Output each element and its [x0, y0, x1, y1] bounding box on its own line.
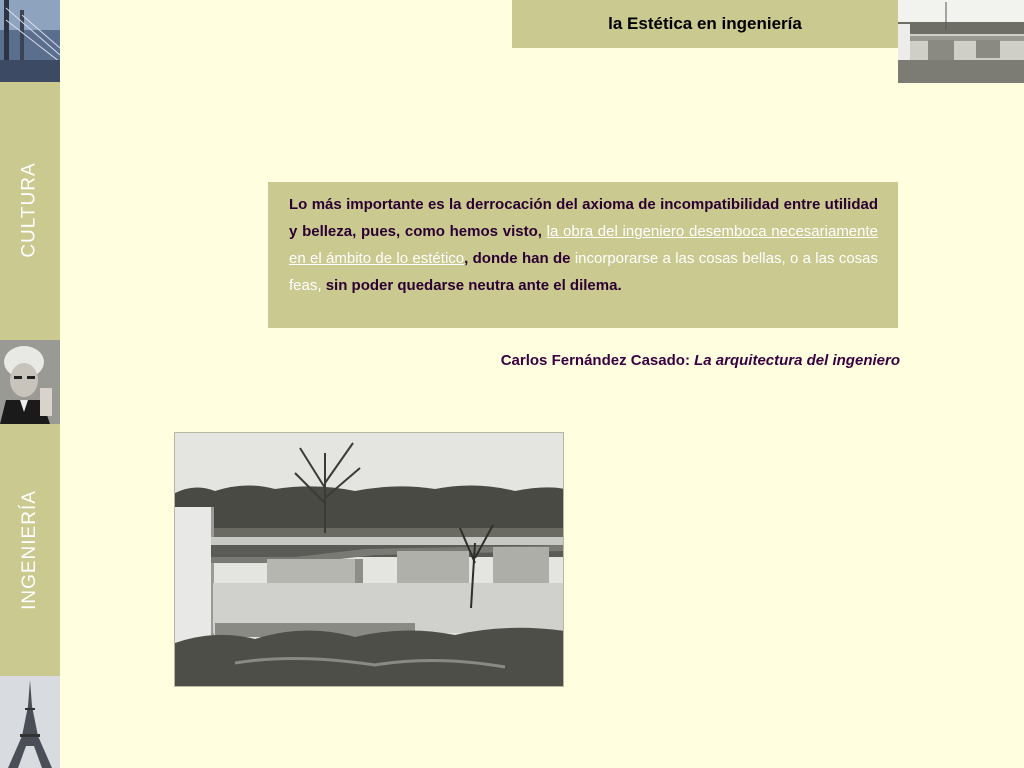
quote-text-5: sin poder quedarse neutra ante el dilema. [325, 277, 622, 294]
eiffel-tower-icon [0, 676, 60, 768]
quote-credit [501, 352, 900, 369]
quote-text-4: incorporarse a las cosas bellas, o a las cosas feas, [289, 250, 878, 294]
page-title: la Estética en ingeniería [608, 14, 802, 33]
bridge-photograph [174, 432, 564, 687]
credit-author: Carlos Fernández Casado: [500, 352, 695, 369]
quote-text-2: , [464, 250, 473, 267]
credit-work: La arquitectura del ingeniero [694, 352, 900, 369]
quote-link[interactable]: la obra del ingeniero desemboca necesariamente en el ámbito de lo estético [289, 223, 879, 267]
quote-box [268, 182, 898, 328]
portrait-photo-icon [0, 340, 60, 424]
bridge-photo-icon [0, 0, 60, 82]
label-cultura: CULTURA [19, 162, 41, 258]
page-title-bar [512, 0, 898, 48]
quote-text-3: donde han de [472, 250, 575, 267]
quote-text-1: Lo más importante es la derrocación del axioma de incompatibilidad entre utilidad y belleza, pues, como hemos visto, [289, 196, 878, 240]
bridge-thumbnail-icon [898, 0, 1024, 83]
label-ingenieria: INGENIERÍA [19, 490, 40, 610]
